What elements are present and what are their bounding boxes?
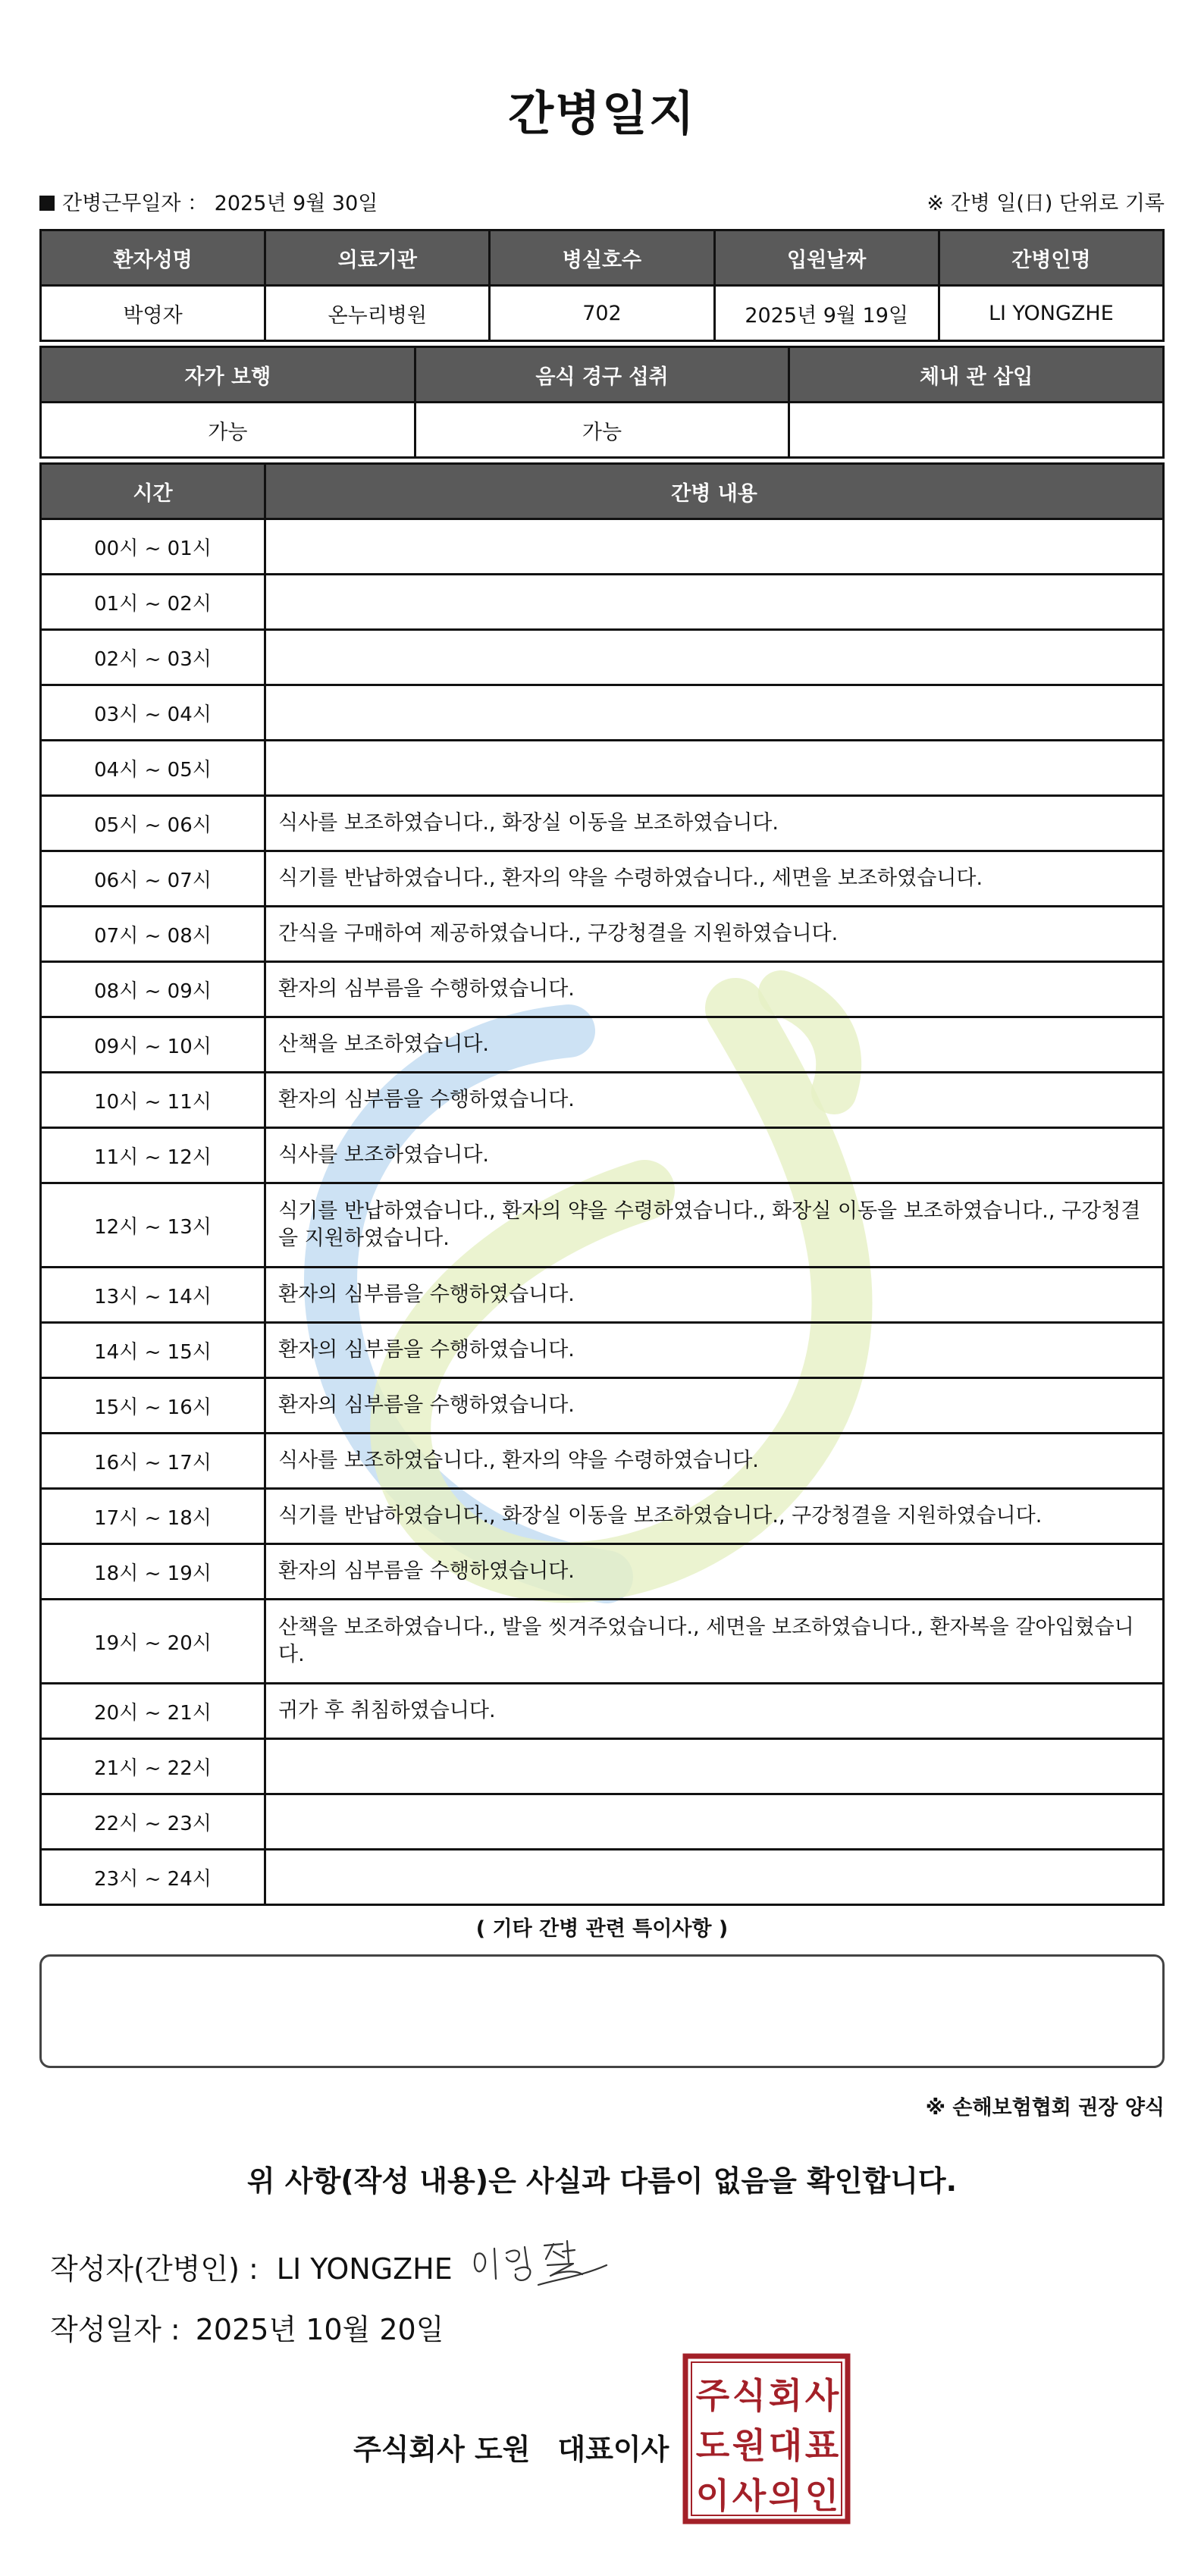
log-time: 22시 ~ 23시 <box>41 1794 265 1850</box>
log-row <box>41 1794 1164 1850</box>
log-time: 01시 ~ 02시 <box>41 575 265 630</box>
log-time: 12시 ~ 13시 <box>41 1183 265 1268</box>
log-content: 식사를 보조하였습니다. <box>265 1128 1164 1183</box>
log-content: 산책을 보조하였습니다. <box>265 1017 1164 1073</box>
log-time: 17시 ~ 18시 <box>41 1489 265 1544</box>
writer-label: 작성자(간병인) : <box>50 2252 259 2286</box>
seal-glyph: 회 <box>768 2375 803 2416</box>
log-content: 환자의 심부름을 수행하였습니다. <box>265 1073 1164 1128</box>
seal-glyph: 이 <box>695 2475 730 2516</box>
care-log-table <box>39 462 1165 1906</box>
header-care-content: 간병 내용 <box>265 464 1164 519</box>
log-time: 21시 ~ 22시 <box>41 1739 265 1794</box>
square-bullet-icon <box>39 196 55 211</box>
confirmation-statement: 위 사항(작성 내용)은 사실과 다름이 없음을 확인합니다. <box>246 2164 958 2198</box>
patient-name: 박영자 <box>41 286 265 341</box>
write-date-line <box>50 2306 444 2348</box>
log-time: 14시 ~ 15시 <box>41 1323 265 1378</box>
header-tube-insertion: 체내 관 삽입 <box>789 347 1164 403</box>
log-row <box>41 962 1164 1017</box>
remarks-title: ( 기타 간병 관련 특이사항 ) <box>475 1917 729 1941</box>
log-content <box>265 1850 1164 1905</box>
self-walking-value: 가능 <box>41 403 415 458</box>
hospital: 온누리병원 <box>265 286 490 341</box>
log-row <box>41 575 1164 630</box>
log-content: 환자의 심부름을 수행하였습니다. <box>265 1544 1164 1600</box>
header-caregiver-name: 간병인명 <box>939 230 1163 286</box>
log-time: 05시 ~ 06시 <box>41 796 265 851</box>
log-row <box>41 1268 1164 1323</box>
seal-glyph: 원 <box>732 2425 767 2466</box>
work-date <box>39 186 378 216</box>
log-content: 식기를 반납하였습니다., 환자의 약을 수령하였습니다., 세면을 보조하였습니다. <box>265 851 1164 907</box>
handwritten-signature <box>469 2232 613 2292</box>
writer-name: LI YONGZHE <box>276 2252 453 2286</box>
log-row <box>41 907 1164 962</box>
tube-insertion-value <box>789 403 1164 458</box>
work-date-label: 간병근무일자 ： <box>62 192 209 215</box>
write-date-label: 작성일자 : <box>50 2313 180 2346</box>
log-row <box>41 1600 1164 1684</box>
company-line <box>353 2426 669 2468</box>
seal-glyph: 표 <box>804 2425 839 2466</box>
seal-glyph: 사 <box>732 2475 767 2516</box>
log-row <box>41 851 1164 907</box>
log-row <box>41 1684 1164 1739</box>
write-date-value: 2025년 10월 20일 <box>195 2313 444 2346</box>
company-representative: 대표이사 <box>557 2433 669 2466</box>
log-content: 식기를 반납하였습니다., 환자의 약을 수령하였습니다., 화장실 이동을 보조하였습니다., 구강청결을 지원하였습니다. <box>265 1183 1164 1268</box>
log-time: 07시 ~ 08시 <box>41 907 265 962</box>
log-content: 간식을 구매하여 제공하였습니다., 구강청결을 지원하였습니다. <box>265 907 1164 962</box>
log-row <box>41 796 1164 851</box>
log-time: 04시 ~ 05시 <box>41 741 265 796</box>
log-content <box>265 519 1164 575</box>
log-content: 식기를 반납하였습니다., 화장실 이동을 보조하였습니다., 구강청결을 지원하였습니다. <box>265 1489 1164 1544</box>
log-time: 19시 ~ 20시 <box>41 1600 265 1684</box>
seal-glyph: 의 <box>768 2475 803 2516</box>
log-time: 10시 ~ 11시 <box>41 1073 265 1128</box>
log-row <box>41 1073 1164 1128</box>
log-time: 08시 ~ 09시 <box>41 962 265 1017</box>
log-content <box>265 1794 1164 1850</box>
log-content: 환자의 심부름을 수행하였습니다. <box>265 1268 1164 1323</box>
log-row <box>41 1850 1164 1905</box>
remarks-box <box>39 1954 1165 2068</box>
seal-glyph: 인 <box>804 2475 839 2516</box>
log-content <box>265 741 1164 796</box>
log-content: 식사를 보조하였습니다., 화장실 이동을 보조하였습니다. <box>265 796 1164 851</box>
log-time: 02시 ~ 03시 <box>41 630 265 685</box>
log-content: 귀가 후 취침하였습니다. <box>265 1684 1164 1739</box>
recommend-note: ※ 손해보험협회 권장 양식 <box>925 2096 1165 2120</box>
log-row <box>41 1739 1164 1794</box>
seal-glyph: 식 <box>732 2375 767 2416</box>
company-seal-stamp <box>682 2353 851 2524</box>
log-row <box>41 1434 1164 1489</box>
header-patient-name: 환자성명 <box>41 230 265 286</box>
header-self-walking: 자가 보행 <box>41 347 415 403</box>
seal-glyph: 도 <box>695 2425 730 2466</box>
writer-line <box>50 2245 453 2287</box>
log-content <box>265 685 1164 741</box>
log-row <box>41 1323 1164 1378</box>
log-time: 11시 ~ 12시 <box>41 1128 265 1183</box>
patient-info-table <box>39 229 1165 342</box>
header-room: 병실호수 <box>490 230 714 286</box>
log-row <box>41 685 1164 741</box>
log-content: 환자의 심부름을 수행하였습니다. <box>265 962 1164 1017</box>
seal-glyph: 주 <box>695 2375 730 2416</box>
log-content: 환자의 심부름을 수행하였습니다. <box>265 1323 1164 1378</box>
page-title: 간병일지 <box>508 86 696 141</box>
log-row <box>41 1489 1164 1544</box>
log-content: 식사를 보조하였습니다., 환자의 약을 수령하였습니다. <box>265 1434 1164 1489</box>
log-time: 23시 ~ 24시 <box>41 1850 265 1905</box>
work-date-value: 2025년 9월 30일 <box>214 192 378 215</box>
log-row <box>41 1128 1164 1183</box>
header-time: 시간 <box>41 464 265 519</box>
log-row <box>41 1183 1164 1268</box>
log-content: 산책을 보조하였습니다., 발을 씻겨주었습니다., 세면을 보조하였습니다., 환자복을 갈아입혔습니다. <box>265 1600 1164 1684</box>
caregiver-name: LI YONGZHE <box>939 286 1163 341</box>
record-note: ※ 간병 일(日) 단위로 기록 <box>927 192 1165 215</box>
log-row <box>41 1544 1164 1600</box>
log-time: 16시 ~ 17시 <box>41 1434 265 1489</box>
log-time: 00시 ~ 01시 <box>41 519 265 575</box>
log-time: 18시 ~ 19시 <box>41 1544 265 1600</box>
header-hospital: 의료기관 <box>265 230 490 286</box>
log-content <box>265 630 1164 685</box>
seal-glyph: 사 <box>804 2375 839 2416</box>
log-row <box>41 1378 1164 1434</box>
log-time: 03시 ~ 04시 <box>41 685 265 741</box>
header-admission-date: 입원날짜 <box>714 230 939 286</box>
patient-status-table <box>39 346 1165 459</box>
log-row <box>41 519 1164 575</box>
company-name: 주식회사 도원 <box>353 2433 531 2466</box>
log-content <box>265 575 1164 630</box>
log-content <box>265 1739 1164 1794</box>
log-time: 20시 ~ 21시 <box>41 1684 265 1739</box>
log-row <box>41 741 1164 796</box>
log-row <box>41 1017 1164 1073</box>
log-content: 환자의 심부름을 수행하였습니다. <box>265 1378 1164 1434</box>
log-row <box>41 630 1164 685</box>
admission-date: 2025년 9월 19일 <box>714 286 939 341</box>
seal-glyph: 대 <box>768 2425 803 2466</box>
oral-intake-value: 가능 <box>415 403 789 458</box>
log-time: 13시 ~ 14시 <box>41 1268 265 1323</box>
log-time: 15시 ~ 16시 <box>41 1378 265 1434</box>
log-time: 06시 ~ 07시 <box>41 851 265 907</box>
room-number: 702 <box>490 286 714 341</box>
header-oral-intake: 음식 경구 섭취 <box>415 347 789 403</box>
log-time: 09시 ~ 10시 <box>41 1017 265 1073</box>
